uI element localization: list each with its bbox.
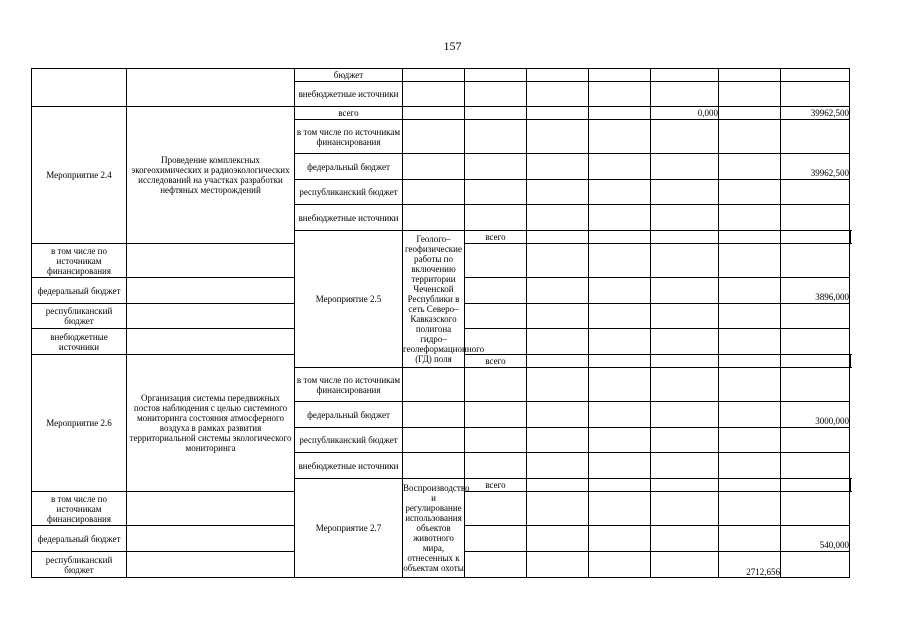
- value-cell: 39962,500: [781, 107, 850, 120]
- value-cell: 39962,500: [781, 154, 850, 180]
- source-label: всего: [465, 479, 527, 492]
- measure-desc-cell: [127, 69, 295, 107]
- source-label: внебюджетные источники: [295, 82, 403, 107]
- source-label: федеральный бюджет: [295, 154, 403, 180]
- measure-desc: Организация системы передвижных постов наблюдения с целью системного мониторинга состояния атмосферного воздуха в рамках развития территориальной системы экологического мониторинга: [127, 355, 295, 492]
- value-cell: 3896,000: [781, 278, 850, 304]
- value-cell: [850, 231, 851, 244]
- source-label: в том числе по источникам финансирования: [295, 368, 403, 402]
- value-cell: 3000,000: [781, 402, 850, 428]
- source-label: в том числе по источникам финансирования: [32, 244, 127, 278]
- source-label: федеральный бюджет: [32, 526, 127, 552]
- measure-name-cell: [32, 69, 127, 107]
- measure-name: Мероприятие 2.5: [295, 231, 403, 368]
- source-label: республиканский бюджет: [295, 428, 403, 453]
- measure-desc: Воспроизводство и регулирование использования объектов животного мира, отнесенных к объектам охоты: [403, 479, 465, 578]
- source-label: всего: [465, 355, 527, 368]
- source-label: федеральный бюджет: [295, 402, 403, 428]
- value-cell: [850, 479, 851, 492]
- source-label: в том числе по источникам финансирования: [32, 492, 127, 526]
- value-cell: 0,000: [651, 107, 719, 120]
- source-label: республиканский бюджет: [32, 552, 127, 578]
- measure-desc: Проведение комплексных экогеохимических и радиоэкологических исследований на участках разработки нефтяных месторождений: [127, 107, 295, 244]
- source-label: внебюджетные источники: [295, 205, 403, 231]
- source-label: всего: [295, 107, 403, 120]
- source-label: всего: [465, 231, 527, 244]
- measure-name: Мероприятие 2.7: [295, 479, 403, 578]
- measure-name: Мероприятие 2.4: [32, 107, 127, 244]
- budget-table: [31, 68, 851, 578]
- source-label: федеральный бюджет: [32, 278, 127, 304]
- value-cell: 540,000: [781, 526, 850, 552]
- source-label: бюджет: [295, 69, 403, 82]
- value-cell: 2712,656: [719, 552, 781, 578]
- source-label: в том числе по источникам финансирования: [295, 120, 403, 154]
- source-label: республиканский бюджет: [295, 180, 403, 205]
- source-label: республиканский бюджет: [32, 304, 127, 329]
- measure-desc: Геолого–геофизические работы по включению территории Чеченской Республики в сеть Северо–Кавказского полигона гидро–геолеформационного (ГД) поля: [403, 231, 465, 368]
- measure-name: Мероприятие 2.6: [32, 355, 127, 492]
- source-label: внебюджетные источники: [32, 329, 127, 355]
- source-label: внебюджетные источники: [295, 453, 403, 479]
- table-row: [32, 107, 851, 120]
- value-cell: [719, 107, 781, 120]
- value-cell: [850, 355, 851, 368]
- table-row: [32, 69, 851, 82]
- page-number: 157: [443, 39, 462, 53]
